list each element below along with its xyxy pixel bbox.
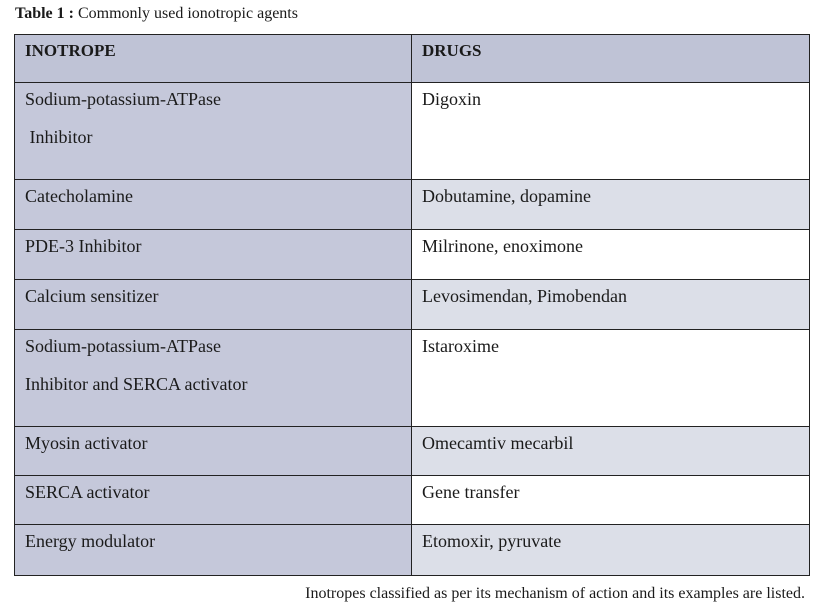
table-row	[15, 230, 810, 280]
drugs-cell: Omecamtiv mecarbil	[412, 427, 810, 476]
table-title: Commonly used ionotropic agents	[77, 5, 298, 22]
inotrope-cell	[15, 83, 412, 180]
header-inotrope: INOTROPE	[15, 35, 412, 83]
table-label: Table 1 :	[15, 5, 74, 22]
inotrope-cell: Energy modulator	[15, 525, 412, 576]
table-row	[15, 280, 810, 330]
drugs-cell: Istaroxime	[412, 330, 810, 427]
inotrope-cell: Catecholamine	[15, 180, 412, 230]
table-row	[15, 525, 810, 576]
inotrope-line: Inhibitor and SERCA activator	[25, 374, 248, 394]
table-row	[15, 330, 810, 427]
inotrope-cell: SERCA activator	[15, 476, 412, 525]
drugs-cell: Levosimendan, Pimobendan	[412, 280, 810, 330]
inotrope-cell: Myosin activator	[15, 427, 412, 476]
inotrope-table	[14, 34, 810, 576]
inotrope-cell: PDE-3 Inhibitor	[15, 230, 412, 280]
table-footnote: Inotropes classified as per its mechanism of action and its examples are listed.	[305, 585, 805, 602]
table-header-row	[15, 35, 810, 83]
table-row	[15, 427, 810, 476]
drugs-cell: Dobutamine, dopamine	[412, 180, 810, 230]
drugs-cell: Milrinone, enoximone	[412, 230, 810, 280]
table-row	[15, 476, 810, 525]
inotrope-line: Inhibitor	[25, 127, 93, 147]
inotrope-line: Sodium-potassium-ATPase	[25, 89, 221, 109]
table-row	[15, 83, 810, 180]
drugs-cell: Digoxin	[412, 83, 810, 180]
header-drugs: DRUGS	[412, 35, 810, 83]
inotrope-line: Sodium-potassium-ATPase	[25, 336, 221, 356]
drugs-cell: Etomoxir, pyruvate	[412, 525, 810, 576]
table-caption	[15, 5, 298, 23]
inotrope-cell: Calcium sensitizer	[15, 280, 412, 330]
table-row	[15, 180, 810, 230]
drugs-cell: Gene transfer	[412, 476, 810, 525]
inotrope-cell	[15, 330, 412, 427]
